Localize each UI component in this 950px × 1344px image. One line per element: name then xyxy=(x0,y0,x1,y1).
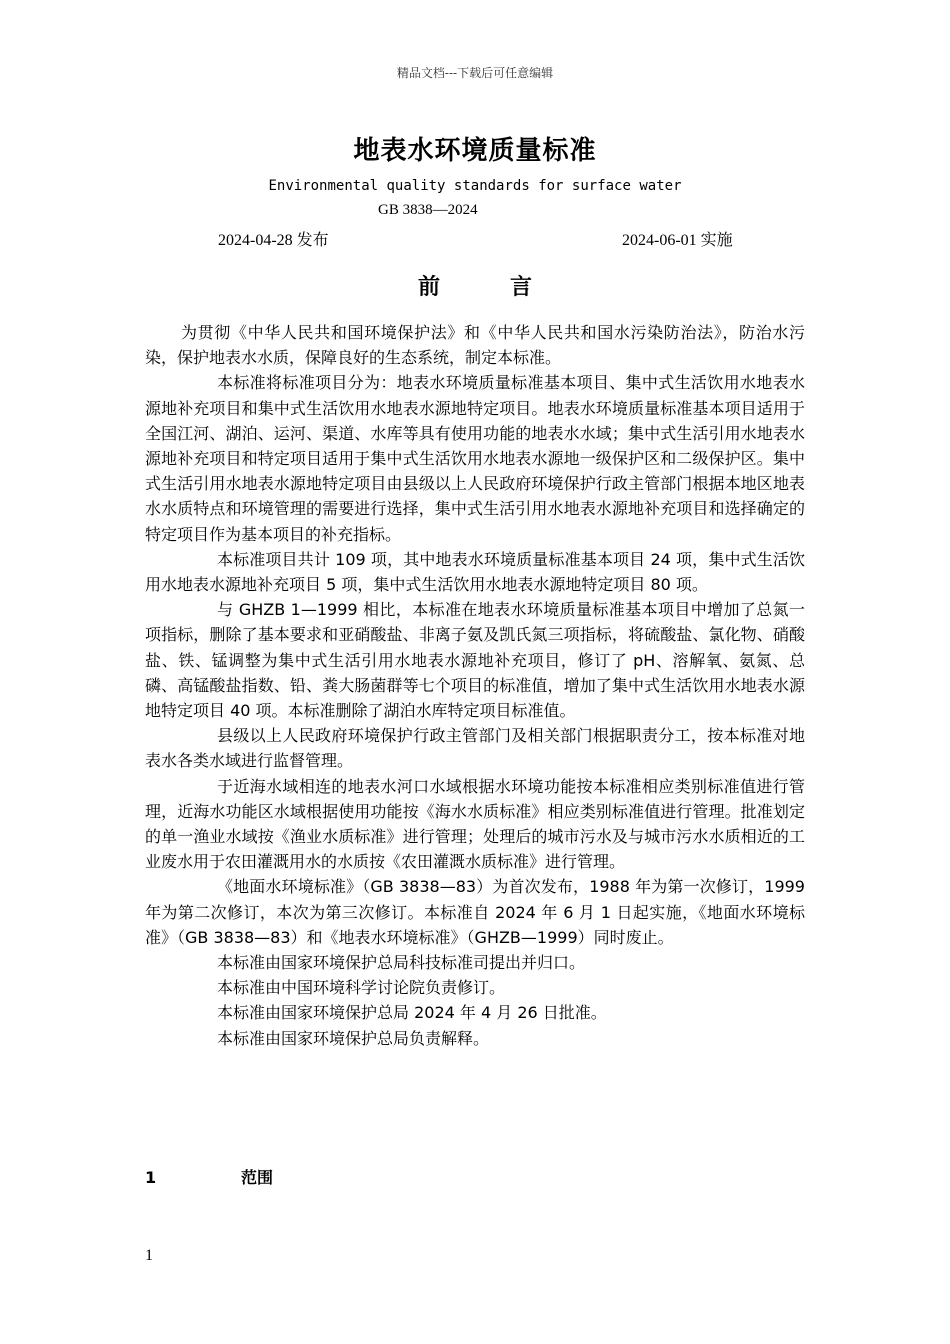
paragraph: 与 GHZB 1—1999 相比，本标准在地表水环境质量标准基本项目中增加了总氮一项指标，删除了基本要求和亚硝酸盐、非离子氨及凯氏氮三项指标，将硫酸盐、氯化物、硝酸盐、铁、锰调整为集中式生活引用水地表水源地补充项目，修订了 pH、溶解氧、氨氮、总磷、高锰酸盐指数、铅、粪大肠菌群等七个项目的标准值，增加了集中式生活饮用水地表水源地特定项目 40 项。本标准删除了湖泊水库特定项目标准值。 xyxy=(145,600,805,721)
english-subtitle: Environmental quality standards for surface water xyxy=(268,178,682,194)
paragraph: 县级以上人民政府环境保护行政主管部门及相关部门根据职责分工，按本标准对地表水各类水域进行监督管理。 xyxy=(145,726,805,771)
implementation-date: 2024-06-01 实施 xyxy=(622,232,733,249)
paragraph: 《地面水环境标准》（GB 3838—83）为首次发布，1988 年为第一次修订，1999 年为第二次修订，本次为第三次修订。本标准自 2024 年 6 月 1 日起实施，《地面水环境标准》（GB 3838—83）和《地表水环境标准》（GHZB—1999）同时废止。 xyxy=(145,877,805,947)
paragraph: 本标准由中国环境科学讨论院负责修订。 xyxy=(217,978,506,998)
paragraph: 本标准将标准项目分为：地表水环境质量标准基本项目、集中式生活饮用水地表水源地补充项目和集中式生活饮用水地表水源地特定项目。地表水环境质量标准基本项目适用于全国江河、湖泊、运河、渠道、水库等具有使用功能的地表水水域；集中式生活引用水地表水源地补充项目和特定项目适用于集中式生活饮用水地表水源地一级保护区和二级保护区。集中式生活引用水地表水源地特定项目由县级以上人民政府环境保护行政主管部门根据本地区地表水水质特点和环境管理的需要进行选择，集中式生活引用水地表水源地补充项目和选择确定的特定项目作为基本项目的补充指标。 xyxy=(145,373,805,544)
paragraph: 本标准由国家环境保护总局负责解释。 xyxy=(217,1028,490,1048)
standard-code: GB 3838—2024 xyxy=(378,202,478,218)
page-number: 1 xyxy=(145,1247,153,1264)
header-note: 精品文档---下载后可任意编辑 xyxy=(396,66,554,80)
section-title: 范围 xyxy=(241,1168,274,1187)
paragraph: 本标准由国家环境保护总局科技标准司提出并归口。 xyxy=(217,953,586,973)
paragraph: 于近海水域相连的地表水河口水域根据水环境功能按本标准相应类别标准值进行管理，近海水功能区水域根据使用功能按《海水水质标准》相应类别标准值进行管理。批准划定的单一渔业水域按《渔业水质标准》进行管理；处理后的城市污水及与城市污水水质相近的工业废水用于农田灌溉用水的水质按《农田灌溉水质标准》进行管理。 xyxy=(145,776,805,872)
paragraph: 为贯彻《中华人民共和国环境保护法》和《中华人民共和国水污染防治法》，防治水污染，保护地表水水质，保障良好的生态系统，制定本标准。 xyxy=(145,323,805,368)
foreword-body xyxy=(145,320,805,1051)
section-1-heading xyxy=(145,1165,273,1188)
document-title: 地表水环境质量标准 xyxy=(353,136,597,166)
paragraph: 本标准由国家环境保护总局 2024 年 4 月 26 日批准。 xyxy=(217,1003,607,1023)
release-date: 2024-04-28 发布 xyxy=(218,232,329,249)
foreword-heading: 前言 xyxy=(417,274,602,300)
section-number: 1 xyxy=(145,1168,157,1187)
paragraph: 本标准项目共计 109 项，其中地表水环境质量标准基本项目 24 项，集中式生活饮用水地表水源地补充项目 5 项，集中式生活饮用水地表水源地特定项目 80 项。 xyxy=(145,549,805,595)
